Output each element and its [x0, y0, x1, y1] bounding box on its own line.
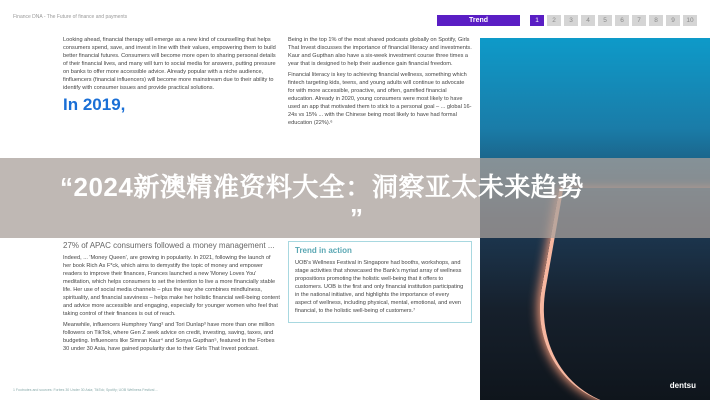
paragraph: Financial literacy is key to achieving financial wellness, something which fintech targeting kids, teens, and young adults will continue to advocate for with more accessible, proactive, and often, gamified financial education. Already in 2020, young consumers were most likely to have used an app that motivated them to stick to a personal goal – ... global 16-24s vs 15% ... with the Chinese being most likely to have had formal education (22%).⁶	[288, 72, 472, 126]
stat-subheading: 27% of APAC consumers followed a money management ...	[63, 241, 275, 250]
breadcrumb: Finance DNA - The Future of finance and payments	[13, 14, 128, 20]
page-10[interactable]: 10	[683, 15, 697, 26]
page-2[interactable]: 2	[547, 15, 561, 26]
page-5[interactable]: 5	[598, 15, 612, 26]
page-1[interactable]: 1	[530, 15, 544, 26]
trend-tab[interactable]: Trend	[437, 15, 520, 26]
paragraph: Indeed, ... 'Money Queen', are growing in popularity. In 2021, following the launch of her book Rich As F*ck, which aims to demystify the topic of money and empower readers to improve their finances, Frances launched a new 'Money Loves You' meditation, which helps consumers to set the intention to live a more financially stable life. Her use of social media channels – plus the way she combines mindfulness, spirituality, and financial savviness – helps make her holistic financial well-being content and advice more accessible and engaging, especially for younger women who feel that taking control of their finances is out of reach.	[63, 255, 280, 317]
left-column-top	[63, 36, 280, 115]
page-4[interactable]: 4	[581, 15, 595, 26]
overlay-title: “2024新澳精准资料大全：洞察亚太未来趋势	[60, 172, 584, 202]
middle-column-bottom	[288, 241, 472, 323]
page-nav	[530, 15, 697, 26]
brand-logo: dentsu	[669, 381, 696, 390]
page-7[interactable]: 7	[632, 15, 646, 26]
paragraph: Meanwhile, influencers Humphrey Yang² and Tori Dunlap³ have more than one million followers on TikTok, where Gen Z seek advice on credit, investing, saving, taxes, and budgeting. Influencers like Simran Kaur⁴ and Sonya Gupthan⁵, featured in the Forbes 30 under 30 Asia, have gained popularity due to their Girls That Invest podcast.	[63, 322, 275, 352]
page-9[interactable]: 9	[666, 15, 680, 26]
footnotes: 1 Footnotes and sources: Forbes 30 Under 30 Asia; TikTok; Spotify; UOB Wellness Festival ...	[13, 388, 159, 392]
box-text: UOB's Wellness Festival in Singapore had booths, workshops, and stage activities that showcased the Bank's myriad array of wellness propositions promoting the holistic well-being that it offers to customers. UOB is the first and only financial institution participating in the national initiative, and highlights the importance of every aspect of wellness, including physical, mental, emotional, and even financial, to the holistic well-being of customers.⁷	[295, 260, 464, 314]
paragraph: Being in the top 1% of the most shared podcasts globally on Spotify, Girls That Invest discusses the importance of financial literacy and investments. Kaur and Gupthan also have a six-week investment course three times a year that is designed to help their audience gain financial freedom.	[288, 37, 472, 67]
page-3[interactable]: 3	[564, 15, 578, 26]
page-6[interactable]: 6	[615, 15, 629, 26]
trend-in-action-box	[288, 241, 472, 323]
left-column-bottom	[63, 241, 280, 356]
paragraph: Looking ahead, financial therapy will emerge as a new kind of counselling that helps consumers spend, save, and invest in line with their values, empowering them to build better financial futures. Consumers will become more open to sharing personal details of their financial lives, and many will turn to social media for answers, putting pressure on banks to offer more accessible advice. Already popular with a niche audience, finfluencers (financial influencers) will become more mainstream due to their ability to identify with consumer issues and provide practical solutions.	[63, 37, 276, 91]
section-heading: In 2019,	[63, 95, 126, 114]
middle-column-top	[288, 36, 472, 130]
page-8[interactable]: 8	[649, 15, 663, 26]
box-title: Trend in action	[295, 246, 352, 255]
overlay-close-quote: ”	[350, 203, 363, 233]
